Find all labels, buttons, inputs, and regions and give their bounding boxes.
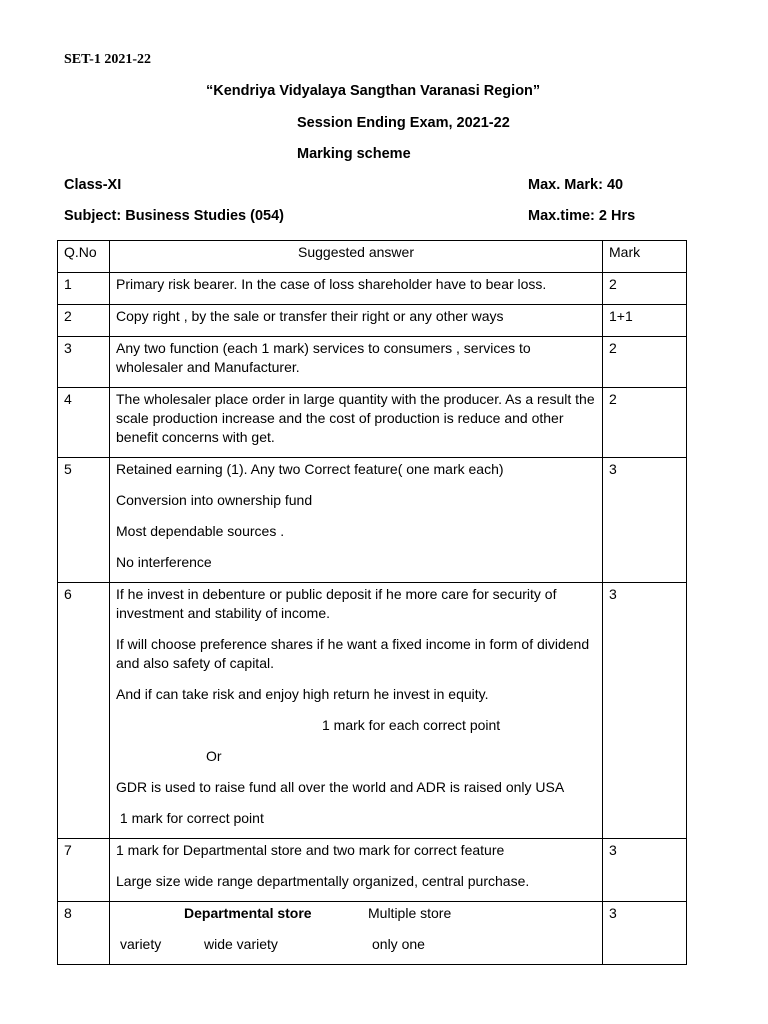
table-row (58, 583, 687, 839)
mark-cell: 3 (603, 583, 687, 839)
answer-line: If he invest in debenture or public deposit if he more care for security of investment and stability of income. (116, 586, 557, 621)
table-row (58, 388, 687, 458)
answer-line: No interference (116, 554, 212, 570)
answer-cell (110, 388, 603, 458)
answer-line: 1 mark for each correct point (322, 717, 501, 733)
answer-line: Departmental store (184, 905, 312, 921)
mark-cell: 2 (603, 273, 687, 305)
answer-line: If will choose preference shares if he want a fixed income in form of dividend and also safety of capital. (116, 636, 590, 671)
table-header-row (58, 241, 687, 273)
table-row (58, 305, 687, 337)
mark-cell: 3 (603, 839, 687, 902)
answer-line: Retained earning (1). Any two Correct feature( one mark each) (116, 461, 504, 477)
org-title: “Kendriya Vidyalaya Sangthan Varanasi Region” (206, 83, 541, 99)
answer-line: Any two function (each 1 mark) services to consumers , services to wholesaler and Manufacturer. (116, 340, 531, 375)
question-number: 6 (58, 583, 110, 839)
answer-line: Large size wide range departmentally organized, central purchase. (116, 873, 530, 889)
answer-line: 1 mark for Departmental store and two mark for correct feature (116, 842, 505, 858)
table-row (58, 273, 687, 305)
answer-cell (110, 902, 603, 965)
max-mark-label: Max. Mark: 40 (528, 177, 624, 193)
table-row (58, 839, 687, 902)
doc-title: Marking scheme (297, 146, 411, 162)
max-time-label: Max.time: 2 Hrs (528, 208, 636, 224)
marking-scheme-table (57, 240, 687, 965)
mark-cell: 1+1 (603, 305, 687, 337)
answer-line: Multiple store (368, 905, 452, 921)
header-mark: Mark (603, 241, 687, 273)
answer-line: Copy right , by the sale or transfer their right or any other ways (116, 308, 504, 324)
answer-line: And if can take risk and enjoy high return he invest in equity. (116, 686, 489, 702)
question-number: 7 (58, 839, 110, 902)
class-label: Class-XI (64, 177, 122, 193)
answer-line: wide variety (204, 936, 278, 952)
set-label: SET-1 2021-22 (64, 52, 152, 67)
table-row (58, 902, 687, 965)
answer-line: Most dependable sources . (116, 523, 285, 539)
answer-line: Primary risk bearer. In the case of loss shareholder have to bear loss. (116, 276, 547, 292)
mark-cell: 2 (603, 388, 687, 458)
answer-cell (110, 273, 603, 305)
question-number: 3 (58, 337, 110, 388)
question-number: 4 (58, 388, 110, 458)
question-number: 2 (58, 305, 110, 337)
answer-line: The wholesaler place order in large quantity with the producer. As a result the scale production increase and the cost of production is reduce and other benefit concerns with get. (116, 391, 595, 445)
answer-cell (110, 583, 603, 839)
mark-cell: 3 (603, 902, 687, 965)
answer-line: 1 mark for correct point (116, 810, 264, 826)
question-number: 8 (58, 902, 110, 965)
table-row (58, 337, 687, 388)
mark-cell: 3 (603, 458, 687, 583)
answer-line: Conversion into ownership fund (116, 492, 313, 508)
answer-line: only one (372, 936, 425, 952)
subject-label: Subject: Business Studies (054) (64, 208, 284, 224)
question-number: 1 (58, 273, 110, 305)
answer-cell (110, 337, 603, 388)
answer-cell (110, 458, 603, 583)
answer-cell (110, 839, 603, 902)
answer-cell (110, 305, 603, 337)
answer-line: Or (206, 748, 222, 764)
answer-line: variety (120, 936, 162, 952)
answer-line: GDR is used to raise fund all over the world and ADR is raised only USA (116, 779, 565, 795)
table-row (58, 458, 687, 583)
question-number: 5 (58, 458, 110, 583)
mark-cell: 2 (603, 337, 687, 388)
header-answer: Suggested answer (110, 241, 603, 273)
header-qno: Q.No (58, 241, 110, 273)
exam-title: Session Ending Exam, 2021-22 (297, 115, 510, 131)
